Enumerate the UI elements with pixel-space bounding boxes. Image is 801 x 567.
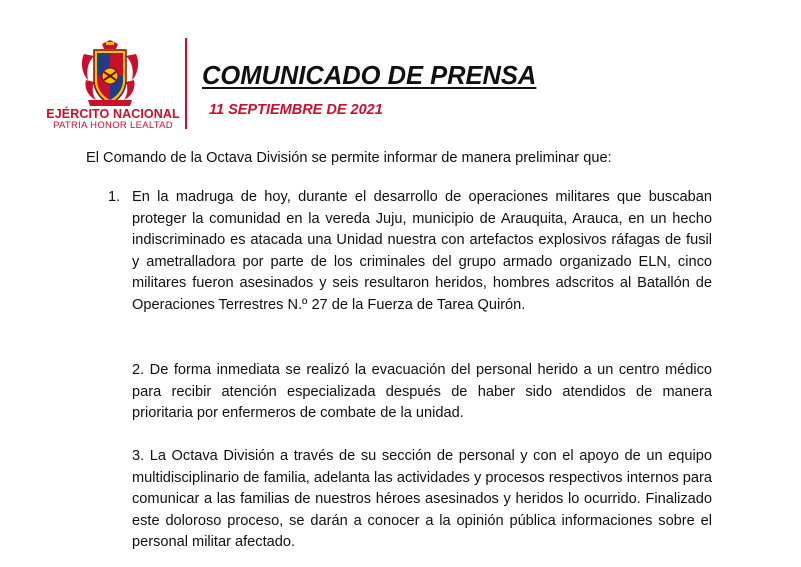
org-name: EJÉRCITO NACIONAL [46,107,180,121]
army-logo [40,40,180,130]
page-title: COMUNICADO DE PRENSA [202,62,537,90]
army-crest-icon [80,40,140,108]
item-3-paragraph: 3. La Octava División a través de su sección de personal y con el apoyo de un equipo multidisciplinario de familia, adelanta las actividades y procesos respectivos internos para comunicar a las familias de nuestros héroes asesinados y heridos lo ocurrido. Finalizado este doloroso proceso, se darán a conocer a la opinión pública informaciones sobre el personal militar afectado. [132,448,712,551]
header-divider [185,38,187,129]
motto: PATRIA HONOR LEALTAD [53,120,173,131]
item-2-paragraph: 2. De forma inmediata se realizó la evacuación del personal herido a un centro médico para recibir atención especializada después de haber sido atendidos de manera prioritaria por enfermeros de combate de la unidad. [132,362,712,422]
item-1-paragraph: En la madruga de hoy, durante el desarrollo de operaciones militares que buscaban proteger la comunidad en la vereda Juju, municipio de Arauquita, Arauca, en un hecho indiscriminado es atacada una Unidad nuestra con artefactos explosivos ráfagas de fusil y ametralladora por parte de los criminales del grupo armado organizado ELN, cinco militares fueron asesinados y seis resultaron heridos, hombres adscritos al Batallón de Operaciones Terrestres N.º 27 de la Fuerza de Tarea Quirón. [132,189,712,313]
release-date: 11 SEPTIEMBRE DE 2021 [209,102,383,118]
intro-paragraph: El Comando de la Octava División se permite informar de manera preliminar que: [86,150,612,166]
item-1-number: 1. [108,189,121,205]
